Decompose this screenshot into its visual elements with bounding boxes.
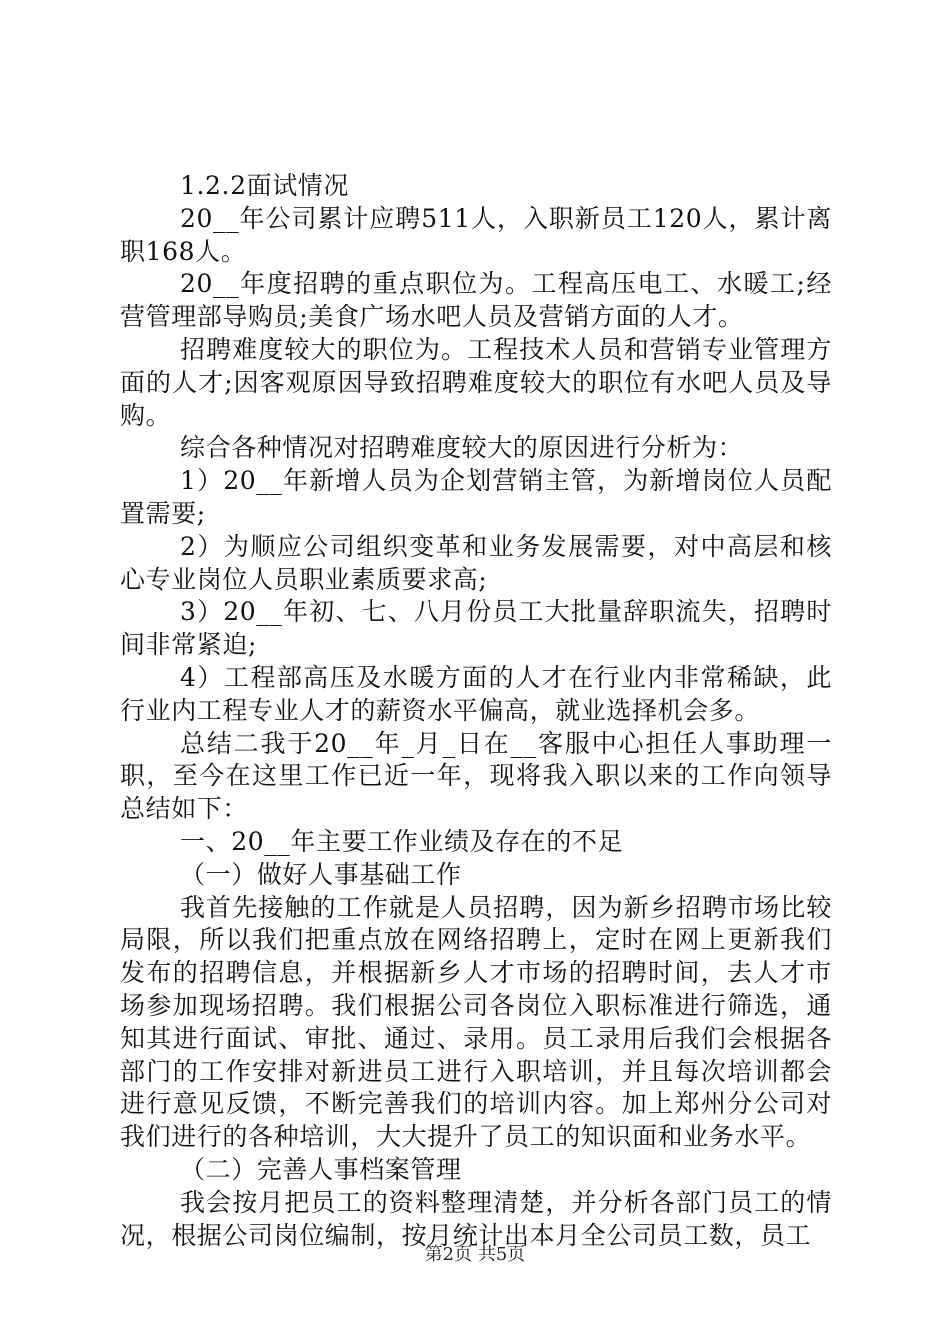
subsection-heading-hr-archives: （二）完善人事档案管理 — [180, 1154, 462, 1184]
paragraph-key-positions: 20__年度招聘的重点职位为。工程高压电工、水暖工;经营管理部导购员;美食广场水吧人员及营销方面的人才。 — [120, 269, 832, 332]
list-item-reason-4: 4）工程部高压及水暖方面的人才在行业内非常稀缺，此行业内工程专业人才的薪资水平偏高，就业选择机会多。 — [120, 662, 832, 725]
subsection-heading-hr-basics: （一）做好人事基础工作 — [180, 859, 462, 889]
heading-interview-status: 1.2.2面试情况 — [180, 171, 350, 200]
paragraph-analysis-intro: 综合各种情况对招聘难度较大的原因进行分析为： — [180, 433, 744, 463]
list-item-reason-3: 3）20__年初、七、八月份员工大批量辞职流失，招聘时间非常紧迫; — [120, 597, 832, 660]
paragraph-recruitment-work: 我首先接触的工作就是人员招聘，因为新乡招聘市场比较局限，所以我们把重点放在网络招聘上，定时在网上更新我们发布的招聘信息，并根据新乡人才市场的招聘时间，去人才市场参加现场招聘。我们根据公司各岗位入职标准进行筛选，通知其进行面试、审批、通过、录用。员工录用后我们会根据各部门的工作安排对新进员工进行入职培训，并且每次培训都会进行意见反馈，不断完善我们的培训内容。加上郑州分公司对我们进行的各种培训，大大提升了员工的知识面和业务水平。 — [120, 892, 832, 1152]
list-item-reason-2: 2）为顺应公司组织变革和业务发展需要，对中高层和核心专业岗位人员职业素质要求高; — [120, 531, 832, 594]
paragraph-recruitment-stats: 20__年公司累计应聘511人，入职新员工120人，累计离职168人。 — [120, 203, 832, 266]
paragraph-difficult-positions: 招聘难度较大的职位为。工程技术人员和营销专业管理方面的人才;因客观原因导致招聘难度较大的职位有水吧人员及导购。 — [120, 334, 832, 430]
paragraph-summary-two-intro: 总结二我于20__年_月_日在__客服中心担任人事助理一职，至今在这里工作已近一年，现将我入职以来的工作向领导总结如下： — [120, 728, 832, 824]
document-body — [120, 170, 832, 1252]
page-number-footer: 第2页 共5页 — [424, 1244, 526, 1265]
paragraph-archive-management: 我会按月把员工的资料整理清楚，并分析各部门员工的情况，根据公司岗位编制，按月统计出本月全公司员工数，员工 — [120, 1187, 832, 1250]
list-item-reason-1: 1）20__年新增人员为企划营销主管，为新增岗位人员配置需要; — [120, 466, 832, 528]
section-heading-achievements: 一、20__年主要工作业绩及存在的不足 — [180, 826, 624, 856]
